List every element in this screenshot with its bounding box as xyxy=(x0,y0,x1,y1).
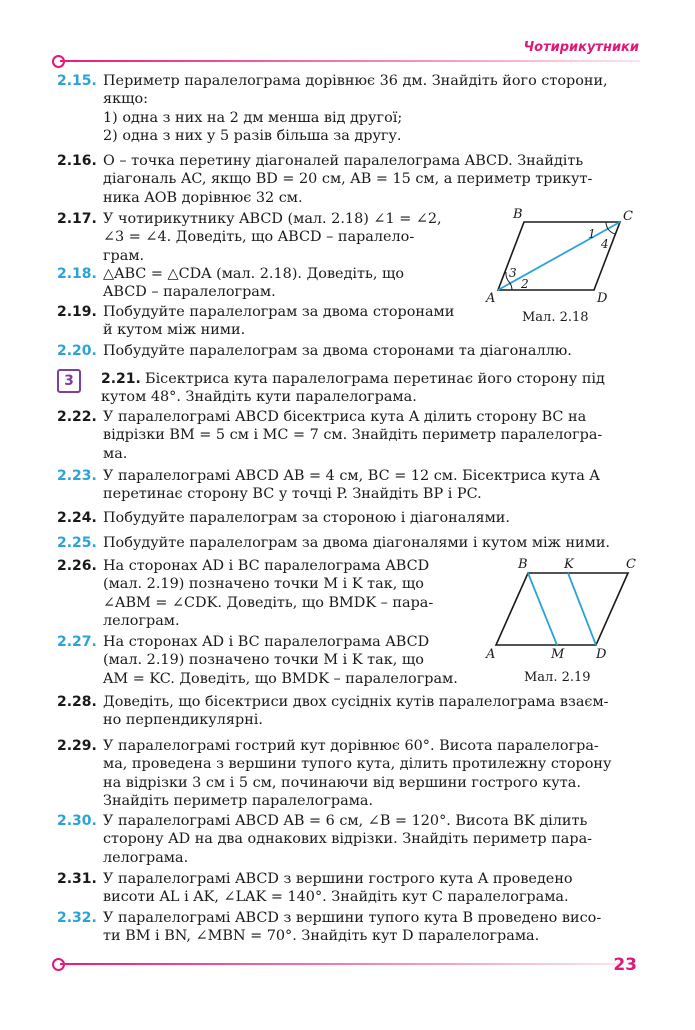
problem-number: 2.32. xyxy=(57,910,97,926)
problem-text-line: У паралелограмі гострий кут дорівнює 60°. Висота паралелогра- xyxy=(103,738,599,754)
problem-text-line: ника AOB дорівнює 32 см. xyxy=(103,189,303,206)
problem-number: 2.21. xyxy=(101,371,141,387)
problem-text-line: На сторонах AD і BC паралелограма ABCD xyxy=(103,558,430,574)
problem-text-line: У паралелограмі ABCD бісектриса кута A ділить сторону BC на xyxy=(103,409,587,425)
problem-text-line: сторону AD на два однакових відрізки. Знайдіть периметр пара- xyxy=(103,831,593,848)
problem-text-line: на відрізки 3 см і 5 см, починаючи від вершини гострого кута. xyxy=(103,774,581,791)
angle-label-3: 3 xyxy=(509,266,517,280)
problem-number: 2.20. xyxy=(57,343,97,359)
problem-number: 2.29. xyxy=(57,738,97,754)
problem-number: 2.22. xyxy=(57,409,97,425)
angle-arc-1 xyxy=(606,222,608,229)
vertex-label-b: B xyxy=(513,207,523,222)
angle-label-2: 2 xyxy=(521,277,529,291)
problem-text-line: ABCD – паралелограм. xyxy=(103,284,276,301)
problem-text-line: O – точка перетину діагоналей паралелограма ABCD. Знайдіть xyxy=(103,153,584,169)
angle-label-1: 1 xyxy=(588,227,596,241)
problem-text-line: 1) одна з них на 2 дм менша від другої; xyxy=(103,109,403,126)
problem-number: 2.19. xyxy=(57,304,97,320)
section-title: Чотирикутники xyxy=(523,40,639,55)
vertex-label-c: C xyxy=(623,209,633,224)
figure-2-18-parallelogram xyxy=(480,206,640,306)
difficulty-level-badge: 3 xyxy=(57,369,81,393)
problem-text-line: У паралелограмі ABCD з вершини гострого кута A проведено xyxy=(103,871,573,887)
problem-number: 2.31. xyxy=(57,871,97,887)
problem-text-line: ма. xyxy=(103,445,128,462)
figure-2-18-caption: Мал. 2.18 xyxy=(522,310,589,325)
problem-number: 2.28. xyxy=(57,694,97,710)
problem-text-line: ∠ABM = ∠CDK. Доведіть, що BMDK – пара- xyxy=(103,594,434,611)
vertex-label-c: C xyxy=(626,557,636,572)
vertex-label-a: A xyxy=(486,291,496,306)
problem-number: 2.23. xyxy=(57,468,97,484)
figure-2-19-caption: Мал. 2.19 xyxy=(524,670,591,685)
problem-text-line: лелограм. xyxy=(103,613,180,630)
problem-text-line: кутом 48°. Знайдіть кути паралелограма. xyxy=(101,389,417,406)
segment-kd xyxy=(568,573,596,645)
problem-number: 2.27. xyxy=(57,634,97,650)
segment-bm xyxy=(528,573,557,645)
problem-text-line: но перпендикулярні. xyxy=(103,712,263,729)
problem-number: 2.25. xyxy=(57,535,97,551)
problem-text-line: грам. xyxy=(103,247,145,264)
problem-text-line: (мал. 2.19) позначено точки M і K так, що xyxy=(103,576,424,593)
problem-text-line: висоти AL і AK, ∠LAK = 140°. Знайдіть кут C паралелограма. xyxy=(103,889,569,906)
problem-number: 2.26. xyxy=(57,558,97,574)
angle-arc-4 xyxy=(608,229,615,234)
problem-text-line: 2) одна з них у 5 разів більша за другу. xyxy=(103,128,402,145)
problem-number: 2.16. xyxy=(57,153,97,169)
problem-text-line: AM = KC. Доведіть, що BMDK – паралелограм. xyxy=(103,670,458,687)
problem-text-line: Побудуйте паралелограм за двома сторонами xyxy=(103,304,455,320)
problem-text-line: △ABC = △CDA (мал. 2.18). Доведіть, що xyxy=(103,266,405,282)
problem-text-line: й кутом між ними. xyxy=(103,322,246,339)
problem-text-line: На сторонах AD і BC паралелограма ABCD xyxy=(103,634,430,650)
problem-text-line: У паралелограмі ABCD AB = 6 см, ∠B = 120°. Висота BK ділить xyxy=(103,813,588,829)
problem-text-line: Побудуйте паралелограм за двома діагоналями і кутом між ними. xyxy=(103,535,610,551)
vertex-label-d: D xyxy=(596,647,607,662)
vertex-label-a: A xyxy=(486,647,496,662)
problem-text-line: Побудуйте паралелограм за стороною і діагоналями. xyxy=(103,510,510,526)
problem-number: 2.18. xyxy=(57,266,97,282)
problem-text-line: Бісектриса кута паралелограма перетинає його сторону під xyxy=(145,371,605,387)
problem-text-line: У чотирикутнику ABCD (мал. 2.18) ∠1 = ∠2, xyxy=(103,211,442,227)
vertex-label-d: D xyxy=(597,291,608,306)
problem-text-line: У паралелограмі ABCD з вершини тупого кута B проведено висо- xyxy=(103,910,602,926)
problem-text-line: Периметр паралелограма дорівнює 36 дм. Знайдіть його сторони, xyxy=(103,73,608,89)
problem-text-line: діагональ AC, якщо BD = 20 см, AB = 15 см, а периметр трикут- xyxy=(103,171,593,188)
figure-2-19-parallelogram xyxy=(480,555,645,665)
problem-text-line: ти BM і BN, ∠MBN = 70°. Знайдіть кут D паралелограма. xyxy=(103,928,540,945)
problem-number: 2.17. xyxy=(57,211,97,227)
angle-arc-2 xyxy=(510,283,512,290)
problem-text-line: перетинає сторону BC у точці P. Знайдіть BP і PC. xyxy=(103,486,482,503)
header-rule xyxy=(60,60,640,62)
problem-number: 2.24. xyxy=(57,510,97,526)
problem-text-line: ма, проведена з вершини тупого кута, ділить протилежну сторону xyxy=(103,756,612,773)
problem-text-line: ∠3 = ∠4. Доведіть, що ABCD – паралело- xyxy=(103,229,415,246)
vertex-label-b: B xyxy=(518,557,528,572)
problem-text-line: Побудуйте паралелограм за двома сторонами та діагоналлю. xyxy=(103,343,572,359)
problem-number: 2.30. xyxy=(57,813,97,829)
footer-rule xyxy=(60,963,620,965)
point-label-m: M xyxy=(551,647,565,662)
problem-text-line: Доведіть, що бісектриси двох сусідніх кутів паралелограма взаєм- xyxy=(103,694,609,710)
problem-number: 2.15. xyxy=(57,73,97,89)
problem-text-line: (мал. 2.19) позначено точки M і K так, що xyxy=(103,652,424,669)
problem-text-line: якщо: xyxy=(103,91,148,108)
problem-text-line: Знайдіть периметр паралелограма. xyxy=(103,793,374,810)
parallelogram-outline xyxy=(496,573,628,645)
problem-text-line: лелограма. xyxy=(103,849,189,866)
problem-text-line: У паралелограмі ABCD AB = 4 см, BC = 12 см. Бісектриса кута A xyxy=(103,468,600,484)
point-label-k: K xyxy=(564,557,574,572)
angle-label-4: 4 xyxy=(601,237,609,251)
page-number: 23 xyxy=(613,955,637,975)
problem-text-line: відрізки BM = 5 см і MC = 7 см. Знайдіть периметр паралелогра- xyxy=(103,427,603,444)
